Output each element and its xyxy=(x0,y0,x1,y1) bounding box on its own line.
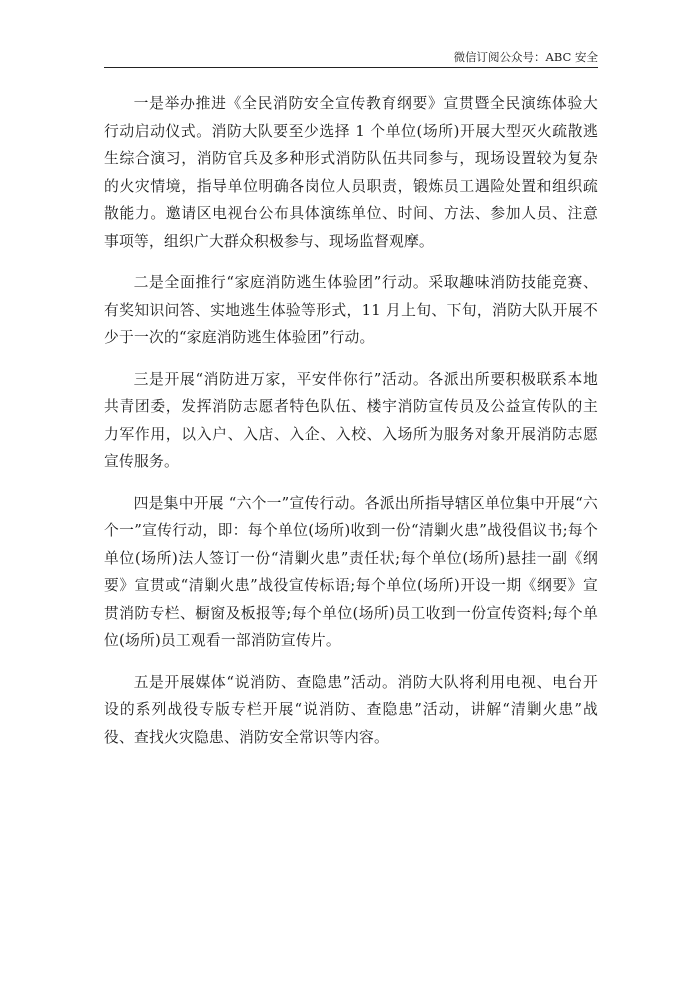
paragraph-1: 一是举办推进《全民消防安全宣传教育纲要》宣贯暨全民演练体验大行动启动仪式。消防大队要至少选择 1 个单位(场所)开展大型灭火疏散逃生综合演习，消防官兵及多种形式消防队伍共同参与，现场设置较为复杂的火灾情境，指导单位明确各岗位人员职责，锻炼员工遇险处置和组织疏散能力。邀请区电视台公布具体演练单位、时间、方法、参加人员、注意事项等，组织广大群众积极参与、现场监督观摩。 xyxy=(104,95,598,250)
paragraph-2: 二是全面推行“家庭消防逃生体验团”行动。采取趣味消防技能竞赛、有奖知识问答、实地逃生体验等形式，11 月上旬、下旬，消防大队开展不少于一次的“家庭消防逃生体验团”行动。 xyxy=(104,274,598,346)
paragraph-3: 三是开展“消防进万家，平安伴你行”活动。各派出所要积极联系本地共青团委，发挥消防志愿者特色队伍、楼宇消防宣传员及公益宣传队的主力军作用，以入户、入店、入企、入校、入场所为服务对象开展消防志愿宣传服务。 xyxy=(104,370,598,470)
paragraph-5: 五是开展媒体“说消防、查隐患”活动。消防大队将利用电视、电台开设的系列战役专版专栏开展“说消防、查隐患”活动，讲解“清剿火患”战役、查找火灾隐患、消防安全常识等内容。 xyxy=(104,673,598,746)
header-text: 微信订阅公众号：ABC 安全 xyxy=(453,50,598,64)
page-header xyxy=(104,50,598,68)
document-body xyxy=(104,90,598,765)
paragraph-4: 四是集中开展 “六个一”宣传行动。各派出所指导辖区单位集中开展“六个一”宣传行动，即：每个单位(场所)收到一份“清剿火患”战役倡议书;每个单位(场所)法人签订一份“清剿火患”责任状;每个单位(场所)悬挂一副《纲要》宣贯或“清剿火患”战役宣传标语;每个单位(场所)开设一期《纲要》宣贯消防专栏、橱窗及板报等;每个单位(场所)员工收到一份宣传资料;每个单位(场所)员工观看一部消防宣传片。 xyxy=(104,494,598,649)
